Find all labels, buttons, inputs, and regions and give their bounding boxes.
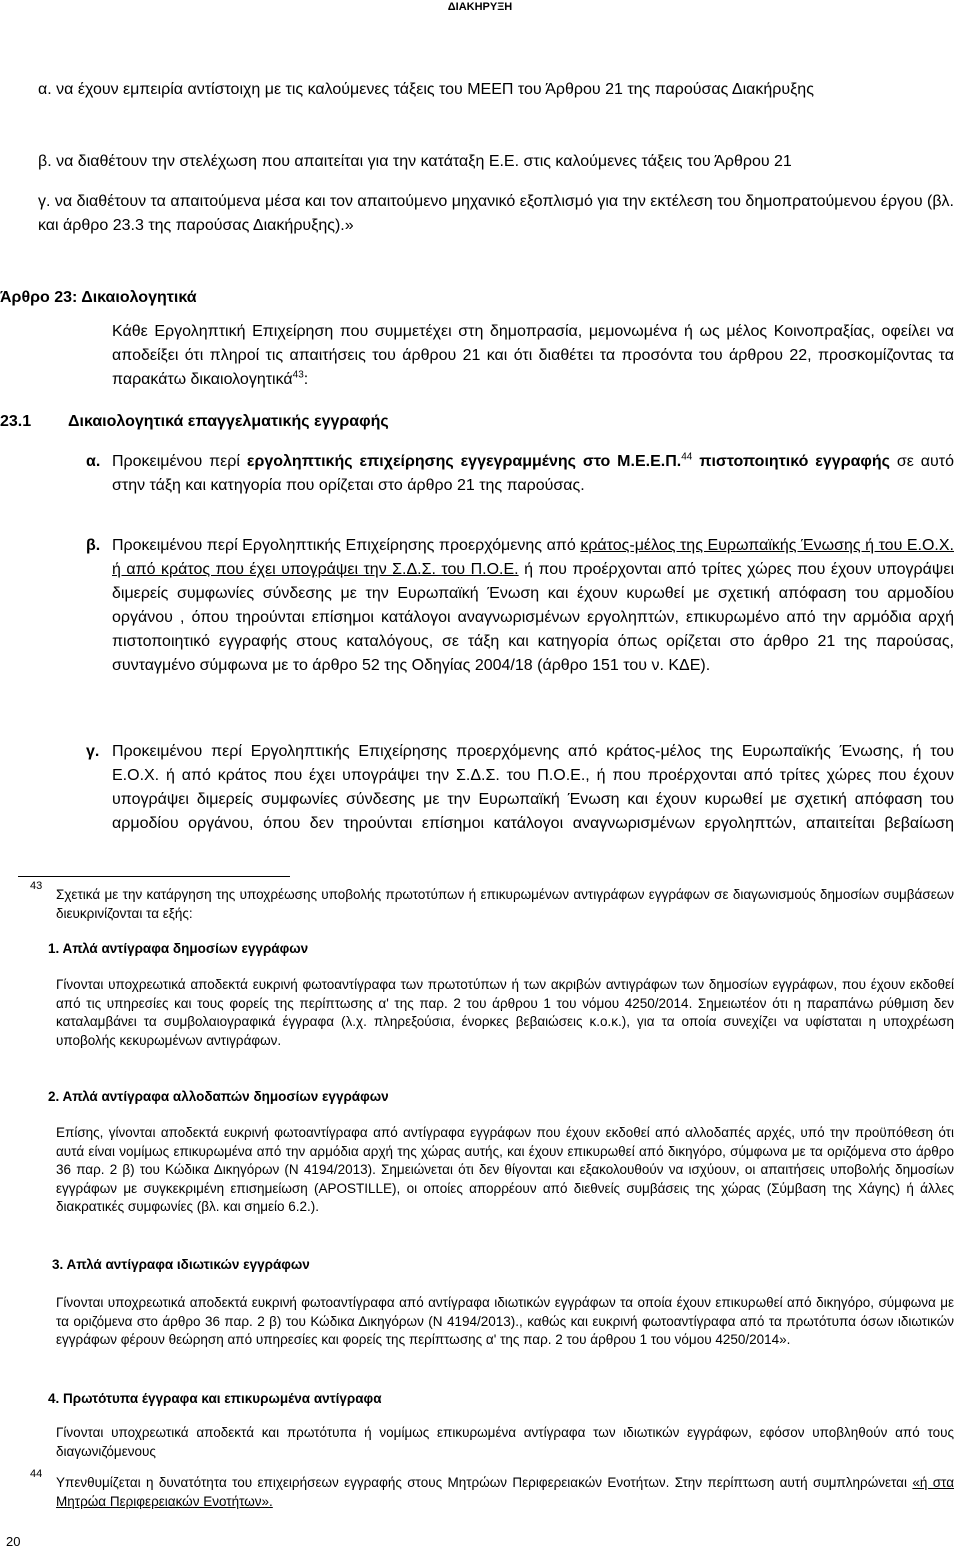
footnote-43-heading-2: 2. Απλά αντίγραφα αλλοδαπών δημοσίων εγγράφων xyxy=(48,1089,389,1104)
footnote-44-t2: «ή στα Μητρώα Περιφερειακών Ενοτήτων». xyxy=(56,1475,955,1509)
item-c: γ. να διαθέτουν τα απαιτούμενα μέσα και τον απαιτούμενο μηχανικό εξοπλισμό για την εκτέλεση του δημοπρατούμενου έργου (βλ. και άρθρο 23.3 της παρούσας Διακήρυξης).» xyxy=(38,193,954,234)
footnote-43-number: 43 xyxy=(30,880,43,892)
sub-a-t2: εργοληπτικής επιχείρησης εγγεγραμμένης στο Μ.Ε.Ε.Π. xyxy=(246,453,682,470)
footnote-43-heading-4: 4. Πρωτότυπα έγγραφα και επικυρωμένα αντίγραφα xyxy=(48,1391,382,1406)
footnote-ref-43[interactable]: 43 xyxy=(292,369,304,381)
intro-end: : xyxy=(303,371,309,388)
sub-b-t1: Προκειμένου περί Εργοληπτικής Επιχείρησης προερχόμενης από xyxy=(112,537,576,554)
sub-c-label: γ. xyxy=(86,743,100,760)
page-header: ΔΙΑΚΗΡΥΞΗ xyxy=(447,1,513,13)
sub-a-t1: Προκειμένου περί xyxy=(112,453,240,470)
footnote-43-heading-3: 3. Απλά αντίγραφα ιδιωτικών εγγράφων xyxy=(52,1257,310,1272)
sub-c-text: Προκειμένου περί Εργοληπτικής Επιχείρησης προερχόμενης από κράτος-μέλος της Ευρωπαϊκής Ένωσης, ή του Ε.Ο.Χ. ή από κράτος που έχει υπογράψει την Σ.Δ.Σ. του Π.Ο.Ε., ή που προέρχονται από τρίτες χώρες που έχουν υπογράψει διμερείς συμφωνίες σύνδεσης με την Ευρωπαϊκή Ένωση και έχουν κυρωθεί με σχετική απόφαση του αρμοδίου οργάνου, όπου δεν τηρούνται επίσημοι κατάλογοι αναγνωρισμένων εργοληπτών, απαιτείται βεβαίωση xyxy=(112,743,954,832)
sub-b-label: β. xyxy=(86,537,101,554)
sub-b-t3: ή που προέρχονται από τρίτες χώρες που έχουν υπογράψει διμερείς συμφωνίες σύνδεσης με την Ευρωπαϊκή Ένωση και έχουν κυρωθεί με σχετική απόφαση του αρμοδίου οργάνου , όπου τηρούνται επίσημοι κατάλογοι αναγνωρισμένων εργοληπτών, επικυρωμένο από την αρμόδια αρχή πιστοποιητικό εγγραφής στους καταλόγους, σε τάξη και κατηγορία όπως ορίζεται στο άρθρο 21 της παρούσας, συνταγμένο σύμφωνα με το άρθρο 52 της Οδηγίας 2004/18 (άρθρο 151 του ν. ΚΔΕ). xyxy=(112,561,955,674)
footnote-43-para-1: Γίνονται υποχρεωτικά αποδεκτά ευκρινή φωτοαντίγραφα των πρωτοτύπων ή των ακριβών αντιγράφων των δημοσίων εγγράφων, που έχουν εκδοθεί από τις υπηρεσίες και τους φορείς της περίπτωσης α' της παρ. 2 του άρθρου 1 του νόμου 4250/2014. Σημειωτέον ότι η παραπάνω ρύθμιση δεν καταλαμβάνει τα συμβολαιογραφικά έγγραφα (λ.χ. πληρεξούσια, ένορκες βεβαιώσεις κ.ο.κ.), για τα οποία συνεχίζει να υφίσταται η υποχρέωση υποβολής κεκυρωμένων αντιγράφων. xyxy=(56,977,954,1048)
item-a: α. να έχουν εμπειρία αντίστοιχη με τις καλούμενες τάξεις του ΜΕΕΠ του Άρθρου 21 της παρούσας Διακήρυξης xyxy=(38,81,814,98)
sub-a-t4: σε αυτό στην τάξη και κατηγορία που ορίζεται στο άρθρο 21 της παρούσας. xyxy=(112,453,954,494)
footnote-separator xyxy=(18,876,290,877)
footnote-43-para-4: Γίνονται υποχρεωτικά αποδεκτά και πρωτότυπα ή νομίμως επικυρωμένα αντίγραφα των ιδιωτικών εγγράφων, εφόσον υποβληθούν από τους διαγωνιζόμενους xyxy=(56,1425,954,1459)
sub-a-text xyxy=(112,450,954,498)
sub-a-t3: πιστοποιητικό εγγραφής xyxy=(699,453,890,470)
footnote-43-para-2: Επίσης, γίνονται αποδεκτά ευκρινή φωτοαντίγραφα από αντίγραφα εγγράφων που έχουν εκδοθεί από αλλοδαπές αρχές, υπό την προϋπόθεση ότι αυτά είναι νομίμως επικυρωμένα από την αρμόδια αρχή της χώρας αυτής, και έχουν επικυρωθεί από δικηγόρο, σύμφωνα με τα οριζόμενα στο άρθρο 36 παρ. 2 β) του Κώδικα Δικηγόρων (Ν 4194/2013). Σημειώνεται ότι δεν θίγονται και εξακολουθούν να ισχύουν, οι απαιτήσεις υποβολής δημοσίων εγγράφων με συγκεκριμένη επισημείωση (APOSTILLE), οι οποίες απορρέουν από διεθνείς συμβάσεις της χώρας (Σύμβαση της Χάγης) ή άλλες διακρατικές συμφωνίες (βλ. και σημείο 6.2.). xyxy=(56,1125,954,1214)
article-intro xyxy=(112,320,954,392)
intro-text: Κάθε Εργοληπτική Επιχείρηση που συμμετέχει στη δημοπρασία, μεμονωμένα ή ως μέλος Κοινοπραξίας, οφείλει να αποδείξει ότι πληροί τις απαιτήσεις του άρθρου 21 και ότι διαθέτει τα προσόντα του άρθρου 22, προσκομίζοντας τα παρακάτω δικαιολογητικά xyxy=(112,323,954,388)
footnote-44-text xyxy=(56,1474,954,1511)
footnote-43-para-3: Γίνονται υποχρεωτικά αποδεκτά ευκρινή φωτοαντίγραφα από αντίγραφα ιδιωτικών εγγράφων τα οποία έχουν επικυρωθεί από δικηγόρο, σύμφωνα με τα οριζόμενα στο άρθρο 36 παρ. 2 β) του Κώδικα Δικηγόρων (Ν 4194/2013)., καθώς και ευκρινή φωτοαντίγραφα από τα πρωτότυπα όσων ιδιωτικών εγγράφων φέρουν θεώρηση από υπηρεσίες και φορείς της περίπτωσης α' της παρ. 2 του άρθρου 1 του νόμου 4250/2014». xyxy=(56,1295,954,1347)
footnote-43-intro: Σχετικά με την κατάργηση της υποχρέωσης υποβολής πρωτοτύπων ή επικυρωμένων αντιγράφων εγγράφων σε διαγωνισμούς δημοσίων συμβάσεων διευκρινίζονται τα εξής: xyxy=(56,887,954,921)
section-title: Δικαιολογητικά επαγγελματικής εγγραφής xyxy=(68,413,389,430)
section-number: 23.1 xyxy=(0,413,32,430)
footnote-44-number: 44 xyxy=(30,1468,43,1480)
page-number: 20 xyxy=(6,1534,21,1549)
sub-b-text xyxy=(112,534,954,678)
item-b: β. να διαθέτουν την στελέχωση που απαιτείται για την κατάταξη Ε.Ε. στις καλούμενες τάξεις του Άρθρου 21 xyxy=(38,153,792,170)
sub-a-label: α. xyxy=(86,453,101,470)
footnote-43-heading-1: 1. Απλά αντίγραφα δημοσίων εγγράφων xyxy=(48,941,309,956)
footnote-ref-44[interactable]: 44 xyxy=(681,451,693,463)
footnote-44-t1: Υπενθυμίζεται η δυνατότητα του επιχειρήσεων εγγραφής στους Μητρώων Περιφερειακών Ενοτήτων. Στην περίπτωση αυτή συμπληρώνεται xyxy=(56,1475,907,1490)
sub-b-t2: κράτος-μέλος της Ευρωπαϊκής Ένωσης ή του Ε.Ο.Χ. ή από κράτος που έχει υπογράψει την Σ.Δ.Σ. του Π.Ο.Ε. xyxy=(112,537,954,578)
article-title: Άρθρο 23: Δικαιολογητικά xyxy=(0,289,197,306)
